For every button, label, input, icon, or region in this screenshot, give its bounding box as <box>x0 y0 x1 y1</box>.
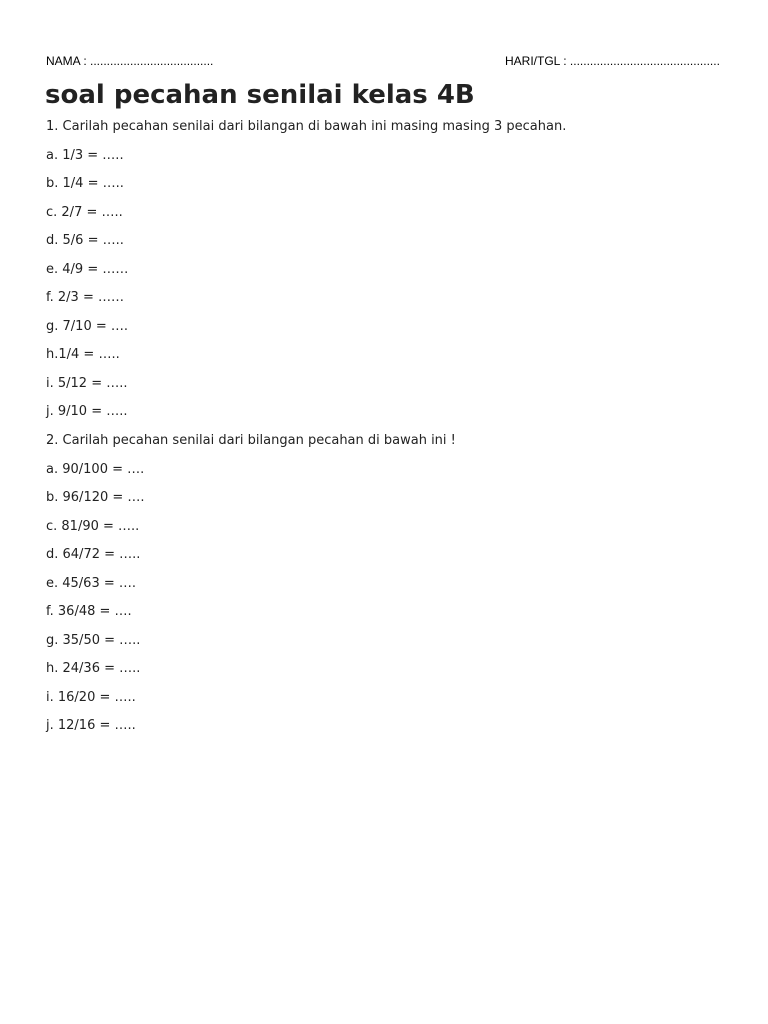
question-2-item-d: d. 64/72 = ….. <box>46 547 141 563</box>
question-1-item-g: g. 7/10 = …. <box>46 318 128 334</box>
question-1-instruction: 1. Carilah pecahan senilai dari bilangan di bawah ini masing masing 3 pecahan. <box>46 119 567 134</box>
question-2-item-g: g. 35/50 = ….. <box>46 632 141 648</box>
question-1-item-h: h.1/4 = ….. <box>46 347 120 363</box>
question-2-item-i: i. 16/20 = ….. <box>46 689 136 705</box>
question-2-item-e: e. 45/63 = …. <box>46 575 137 591</box>
page-title: soal pecahan senilai kelas 4B <box>45 80 475 110</box>
question-2-item-f: f. 36/48 = …. <box>46 604 132 620</box>
question-2-item-c: c. 81/90 = ….. <box>46 518 140 534</box>
question-1-item-j: j. 9/10 = ….. <box>46 404 128 420</box>
header-row <box>46 54 734 70</box>
question-2-item-h: h. 24/36 = ….. <box>46 661 141 677</box>
question-2-instruction: 2. Carilah pecahan senilai dari bilangan pecahan di bawah ini ! <box>46 433 456 449</box>
question-1-item-f: f. 2/3 = …… <box>46 290 124 306</box>
nama-field-label: NAMA : ..................................... <box>46 54 214 68</box>
hari-tgl-field-label: HARI/TGL : ............................................. <box>505 54 720 68</box>
question-2-item-j: j. 12/16 = ….. <box>46 718 136 734</box>
question-1-item-d: d. 5/6 = ….. <box>46 233 124 249</box>
question-1-item-c: c. 2/7 = ….. <box>46 204 123 220</box>
question-2-item-b: b. 96/120 = …. <box>46 490 145 506</box>
question-1-item-a: a. 1/3 = ….. <box>46 147 124 163</box>
question-list <box>46 118 566 746</box>
question-2-item-a: a. 90/100 = …. <box>46 461 145 477</box>
question-1-item-i: i. 5/12 = ….. <box>46 375 128 391</box>
question-1-item-e: e. 4/9 = …… <box>46 261 129 277</box>
question-1-item-b: b. 1/4 = ….. <box>46 176 124 192</box>
